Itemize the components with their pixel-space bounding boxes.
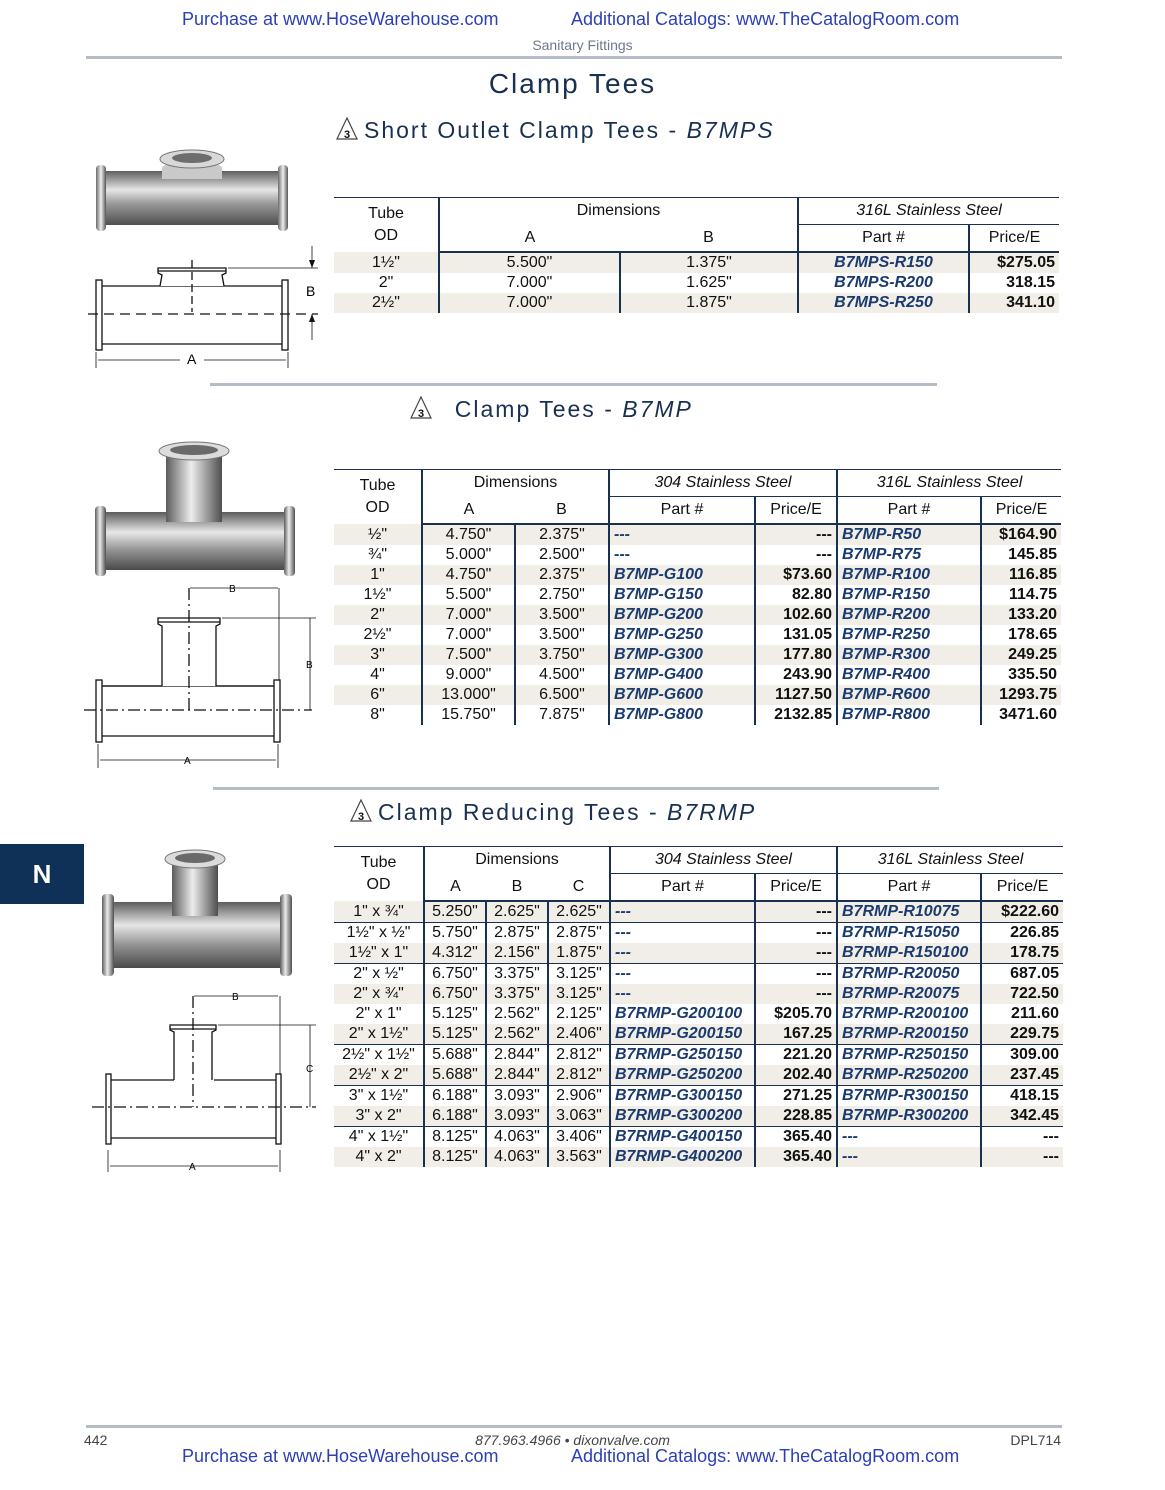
- cell-part-316: B7RMP-R20050: [837, 964, 981, 985]
- cell-dim-c: 3.563": [548, 1147, 610, 1167]
- col-part-316: Part #: [837, 874, 981, 902]
- cell-price-304: 365.40: [755, 1127, 837, 1148]
- table-row: [334, 1147, 1063, 1167]
- header-links: [0, 9, 1165, 33]
- cell-dim-b: 2.500": [515, 545, 609, 565]
- cell-dim-c: 1.875": [548, 943, 610, 964]
- cell-price-316: 133.20: [981, 605, 1061, 625]
- table-row: [334, 901, 1063, 923]
- cell-dim-b: 7.875": [515, 705, 609, 725]
- cell-price-316: 309.00: [981, 1045, 1063, 1066]
- cell-part-316: B7RMP-R300150: [837, 1086, 981, 1107]
- cell-dim-b: 1.625": [620, 273, 798, 293]
- table-row: [334, 1024, 1063, 1045]
- table-row: [334, 964, 1063, 985]
- cell-part-304: ---: [610, 964, 755, 985]
- cell-price-304: 131.05: [755, 625, 837, 645]
- cell-dim-a: 5.000": [422, 545, 515, 565]
- cell-dim-a: 7.000": [422, 605, 515, 625]
- col-a: A: [422, 497, 515, 525]
- col-tube-od: Tube OD: [334, 847, 424, 902]
- col-price-316: Price/E: [981, 874, 1063, 902]
- table-row: [334, 605, 1061, 625]
- cell-price-316: 687.05: [981, 964, 1063, 985]
- col-b: B: [486, 874, 548, 902]
- section-divider: [210, 383, 937, 386]
- cell-tube-od: 8": [370, 706, 385, 723]
- cell-price-316: $222.60: [981, 901, 1063, 923]
- table-row: [334, 645, 1061, 665]
- cell-price-316: 335.50: [981, 665, 1061, 685]
- table-row: [334, 705, 1061, 725]
- cell-price-304: $73.60: [755, 565, 837, 585]
- dimension-diagram-b7rmp: [92, 990, 322, 1175]
- cell-part-304: ---: [610, 984, 755, 1004]
- cell-part-316: B7RMP-R15050: [837, 923, 981, 944]
- product-photo-clamp-tee: [92, 440, 297, 580]
- cell-dim-b: 3.750": [515, 645, 609, 665]
- cell-dim-a: 4.750": [422, 524, 515, 545]
- cell-dim-a: 5.125": [424, 1024, 486, 1045]
- col-dimensions: Dimensions: [439, 198, 798, 225]
- cell-dim-a: 7.000": [422, 625, 515, 645]
- svg-text:3: 3: [358, 811, 367, 823]
- cell-part-316: B7MP-R250: [837, 625, 981, 645]
- cell-price-316: 3471.60: [981, 705, 1061, 725]
- cell-price-316: 237.45: [981, 1065, 1063, 1086]
- cell-dim-c: 2.625": [548, 901, 610, 923]
- catalog-link[interactable]: Additional Catalogs: www.TheCatalogRoom.com: [571, 1446, 960, 1466]
- diagram-label-b-vertical: B: [306, 660, 313, 671]
- cell-dim-a: 13.000": [422, 685, 515, 705]
- cell-price-316: 226.85: [981, 923, 1063, 944]
- catalog-link[interactable]: Additional Catalogs: www.TheCatalogRoom.com: [571, 9, 960, 29]
- cell-dim-c: 3.125": [548, 984, 610, 1004]
- col-c: C: [548, 874, 610, 902]
- cell-part-316: B7MP-R300: [837, 645, 981, 665]
- footer-rule: [86, 1425, 1062, 1428]
- cell-price-304: 202.40: [755, 1065, 837, 1086]
- cell-tube-od: 2½": [363, 626, 392, 643]
- cell-price-304: 82.80: [755, 585, 837, 605]
- header-rule: [86, 56, 1062, 59]
- cell-dim-a: 5.250": [424, 901, 486, 923]
- cell-price-304: ---: [755, 964, 837, 985]
- cell-part-304: B7RMP-G200150: [610, 1024, 755, 1045]
- col-tube-od: Tube OD: [334, 470, 422, 525]
- section-code: B7MP: [622, 396, 693, 422]
- cell-dim-b: 3.375": [486, 964, 548, 985]
- cell-part-number: B7MPS-R200: [798, 273, 969, 293]
- cell-part-316: B7RMP-R200150: [837, 1024, 981, 1045]
- cell-part-304: B7MP-G150: [609, 585, 755, 605]
- cell-part-number: B7MPS-R250: [798, 293, 969, 313]
- col-dimensions: Dimensions: [422, 470, 609, 497]
- cell-part-316: B7MP-R100: [837, 565, 981, 585]
- page-title: Clamp Tees: [488, 68, 657, 99]
- cell-price-304: ---: [755, 984, 837, 1004]
- cell-dim-c: 2.906": [548, 1086, 610, 1107]
- table-row: [334, 565, 1061, 585]
- cell-price-316: $164.90: [981, 524, 1061, 545]
- section-tab[interactable]: N: [0, 844, 84, 904]
- cell-tube-od: 1½" x ½": [334, 923, 424, 944]
- cell-dim-b: 4.063": [486, 1147, 548, 1167]
- cell-dim-c: 3.125": [548, 964, 610, 985]
- cell-tube-od: 1": [334, 565, 422, 585]
- cell-dim-b: 2.562": [486, 1004, 548, 1024]
- cell-part-316: B7MP-R75: [837, 545, 981, 565]
- cell-part-316: B7MP-R50: [837, 524, 981, 545]
- cell-part-304: B7MP-G400: [609, 665, 755, 685]
- section-code: B7MPS: [686, 117, 775, 143]
- cell-tube-od: 1" x ¾": [334, 901, 424, 923]
- col-price-316: Price/E: [981, 497, 1061, 525]
- cell-tube-od: 2½": [334, 293, 439, 313]
- cell-dim-a: 6.188": [424, 1106, 486, 1127]
- cell-dim-b: 3.375": [486, 984, 548, 1004]
- table-row: [334, 252, 1059, 273]
- col-part-316: Part #: [837, 497, 981, 525]
- purchase-link[interactable]: Purchase at www.HoseWarehouse.com: [182, 1446, 499, 1466]
- dimension-diagram-b7mps: [88, 240, 328, 370]
- table-b7mps: [334, 197, 1059, 313]
- cell-part-304: B7RMP-G300200: [610, 1106, 755, 1127]
- table-row: [334, 1004, 1063, 1024]
- cell-tube-od: 3": [334, 645, 422, 665]
- col-part-304: Part #: [610, 874, 755, 902]
- section-title-b7mp: [410, 396, 693, 423]
- cell-dim-b: 2.844": [486, 1065, 548, 1086]
- cell-part-316: B7RMP-R200100: [837, 1004, 981, 1024]
- svg-text:3: 3: [344, 129, 353, 141]
- diagram-label-a: A: [184, 756, 191, 767]
- cell-dim-c: 2.125": [548, 1004, 610, 1024]
- cell-price-304: ---: [755, 901, 837, 923]
- section-title-b7rmp: [350, 799, 756, 826]
- cell-part-304: B7RMP-G400200: [610, 1147, 755, 1167]
- cell-dim-b: 6.500": [515, 685, 609, 705]
- col-price: Price/E: [969, 225, 1059, 253]
- table-row: [334, 293, 1059, 313]
- cell-tube-od: 1½": [363, 586, 392, 603]
- table-row: [334, 524, 1061, 545]
- cell-price-304: 271.25: [755, 1086, 837, 1107]
- cell-dim-a: 7.000": [439, 273, 620, 293]
- cell-dim-b: 4.063": [486, 1127, 548, 1148]
- cell-price-316: 116.85: [981, 565, 1061, 585]
- col-price-304: Price/E: [755, 874, 837, 902]
- cell-part-316: ---: [837, 1147, 981, 1167]
- cell-price-316: 229.75: [981, 1024, 1063, 1045]
- cell-price-304: 167.25: [755, 1024, 837, 1045]
- cell-dim-b: 2.156": [486, 943, 548, 964]
- cell-part-304: B7MP-G800: [609, 705, 755, 725]
- cell-part-304: B7RMP-G250150: [610, 1045, 755, 1066]
- cell-dim-a: 15.750": [422, 705, 515, 725]
- cell-tube-od: 4": [370, 666, 385, 683]
- cell-dim-c: 2.812": [548, 1065, 610, 1086]
- cell-price-316: 145.85: [981, 545, 1061, 565]
- cell-tube-od: ¾": [367, 546, 388, 563]
- col-material-316: 316L Stainless Steel: [837, 847, 1063, 874]
- cell-price: $275.05: [969, 252, 1059, 273]
- cell-tube-od: 6": [334, 685, 422, 705]
- cell-tube-od: 2" x 1½": [334, 1024, 424, 1045]
- cell-price-316: ---: [981, 1147, 1063, 1167]
- cell-part-316: B7RMP-R300200: [837, 1106, 981, 1127]
- cell-part-304: B7MP-G200: [609, 605, 755, 625]
- table-row: [334, 1127, 1063, 1148]
- col-material-316: 316L Stainless Steel: [837, 470, 1061, 497]
- col-b: B: [620, 225, 798, 253]
- cell-price-304: ---: [755, 943, 837, 964]
- cell-part-316: B7RMP-R20075: [837, 984, 981, 1004]
- cell-dim-a: 6.188": [424, 1086, 486, 1107]
- cell-tube-od: 1½" x 1": [334, 943, 424, 964]
- cell-dim-b: 1.875": [620, 293, 798, 313]
- cell-price-304: ---: [755, 923, 837, 944]
- cell-part-316: B7RMP-R150100: [837, 943, 981, 964]
- cell-dim-b: 3.093": [486, 1086, 548, 1107]
- cell-dim-a: 7.000": [439, 293, 620, 313]
- cell-dim-c: 2.812": [548, 1045, 610, 1066]
- cell-tube-od: 4" x 2": [334, 1147, 424, 1167]
- cell-dim-c: 2.875": [548, 923, 610, 944]
- section-title-text: Short Outlet Clamp Tees -: [364, 117, 687, 143]
- section-title-b7mps: [336, 117, 775, 144]
- cell-dim-a: 5.750": [424, 923, 486, 944]
- cell-part-316: B7RMP-R250200: [837, 1065, 981, 1086]
- diagram-label-a: A: [189, 1162, 196, 1173]
- cell-part-304: B7RMP-G200100: [610, 1004, 755, 1024]
- cell-price-316: 249.25: [981, 645, 1061, 665]
- cell-dim-b: 2.375": [515, 524, 609, 545]
- cell-tube-od: 2": [378, 274, 394, 291]
- cell-price-304: $205.70: [755, 1004, 837, 1024]
- cell-price-304: 228.85: [755, 1106, 837, 1127]
- table-row: [334, 1106, 1063, 1127]
- page-number: 442: [84, 1432, 108, 1448]
- cell-part-304: ---: [610, 943, 755, 964]
- cell-tube-od: 3" x 1½": [334, 1086, 424, 1107]
- col-material-316: 316L Stainless Steel: [798, 198, 1059, 225]
- cell-part-304: B7MP-G250: [609, 625, 755, 645]
- table-row: [334, 665, 1061, 685]
- catalog-code: DPL714: [1010, 1432, 1061, 1448]
- cell-dim-a: 9.000": [422, 665, 515, 685]
- col-part-304: Part #: [609, 497, 755, 525]
- col-a: A: [439, 225, 620, 253]
- cell-dim-c: 3.406": [548, 1127, 610, 1148]
- cell-dim-b: 3.500": [515, 625, 609, 645]
- cell-price-316: 178.75: [981, 943, 1063, 964]
- cell-dim-b: 2.844": [486, 1045, 548, 1066]
- cell-part-304: ---: [610, 923, 755, 944]
- 3a-sanitary-icon: [350, 799, 372, 823]
- cell-price: 318.15: [969, 273, 1059, 293]
- cell-dim-a: 4.312": [424, 943, 486, 964]
- section-label: Sanitary Fittings: [532, 37, 633, 53]
- table-row: [334, 585, 1061, 605]
- cell-tube-od: 2" x ¾": [334, 984, 424, 1004]
- cell-part-316: B7MP-R600: [837, 685, 981, 705]
- table-row: [334, 625, 1061, 645]
- cell-dim-a: 4.750": [422, 565, 515, 585]
- cell-price: 341.10: [969, 293, 1059, 313]
- table-row: [334, 685, 1061, 705]
- cell-price-304: 365.40: [755, 1147, 837, 1167]
- cell-part-304: ---: [609, 545, 755, 565]
- cell-price-304: ---: [755, 545, 837, 565]
- col-a: A: [424, 874, 486, 902]
- cell-dim-a: 5.125": [424, 1004, 486, 1024]
- section-divider: [213, 787, 939, 790]
- col-part: Part #: [798, 225, 969, 253]
- cell-price-316: 418.15: [981, 1086, 1063, 1107]
- diagram-label-c: C: [306, 1064, 314, 1075]
- diagram-label-b: B: [306, 283, 316, 299]
- col-price-304: Price/E: [755, 497, 837, 525]
- cell-dim-b: 4.500": [515, 665, 609, 685]
- cell-price-304: 102.60: [755, 605, 837, 625]
- section-title-text: Clamp Reducing Tees -: [378, 799, 668, 825]
- cell-tube-od: 1½": [334, 252, 439, 273]
- cell-price-304: 2132.85: [755, 705, 837, 725]
- cell-tube-od: 2" x ½": [334, 964, 424, 985]
- cell-part-316: ---: [837, 1127, 981, 1148]
- cell-dim-a: 5.500": [422, 585, 515, 605]
- cell-price-316: ---: [981, 1127, 1063, 1148]
- cell-dim-a: 8.125": [424, 1147, 486, 1167]
- cell-tube-od: ½": [334, 524, 422, 545]
- cell-part-number: B7MPS-R150: [798, 252, 969, 273]
- col-material-304: 304 Stainless Steel: [609, 470, 837, 497]
- cell-dim-b: 2.625": [486, 901, 548, 923]
- cell-dim-b: 2.562": [486, 1024, 548, 1045]
- table-row: [334, 1086, 1063, 1107]
- cell-price-304: 177.80: [755, 645, 837, 665]
- diagram-label-a: A: [187, 351, 197, 367]
- cell-dim-a: 5.688": [424, 1045, 486, 1066]
- 3a-sanitary-icon: [410, 396, 432, 420]
- col-dimensions: Dimensions: [424, 847, 610, 874]
- cell-tube-od: 2½" x 1½": [334, 1045, 424, 1066]
- table-row: [334, 984, 1063, 1004]
- diagram-label-b: B: [229, 584, 236, 595]
- cell-price-316: 178.65: [981, 625, 1061, 645]
- cell-price-304: 243.90: [755, 665, 837, 685]
- table-b7rmp: [334, 846, 1063, 1167]
- table-b7mp: [334, 469, 1061, 725]
- dimension-diagram-b7mp: [84, 582, 320, 768]
- svg-text:3: 3: [418, 408, 427, 420]
- cell-price-304: 1127.50: [755, 685, 837, 705]
- cell-dim-a: 6.750": [424, 964, 486, 985]
- purchase-link[interactable]: Purchase at www.HoseWarehouse.com: [182, 9, 499, 29]
- cell-price-316: 114.75: [981, 585, 1061, 605]
- cell-tube-od: 2": [334, 605, 422, 625]
- cell-dim-b: 3.093": [486, 1106, 548, 1127]
- col-b: B: [515, 497, 609, 525]
- cell-tube-od: 2½" x 2": [334, 1065, 424, 1086]
- cell-dim-a: 7.500": [422, 645, 515, 665]
- cell-part-304: B7RMP-G250200: [610, 1065, 755, 1086]
- cell-part-316: B7MP-R800: [837, 705, 981, 725]
- cell-dim-b: 1.375": [620, 252, 798, 273]
- cell-part-304: ---: [609, 524, 755, 545]
- cell-part-304: ---: [610, 901, 755, 923]
- cell-dim-a: 6.750": [424, 984, 486, 1004]
- cell-dim-a: 8.125": [424, 1127, 486, 1148]
- cell-part-316: B7MP-R400: [837, 665, 981, 685]
- cell-part-304: B7MP-G300: [609, 645, 755, 665]
- cell-part-316: B7RMP-R10075: [837, 901, 981, 923]
- diagram-label-b: B: [232, 992, 239, 1003]
- cell-dim-c: 2.406": [548, 1024, 610, 1045]
- cell-part-304: B7RMP-G300150: [610, 1086, 755, 1107]
- section-title-text: Clamp Tees -: [454, 396, 623, 422]
- product-photo-short-outlet-tee: [92, 145, 292, 235]
- cell-part-304: B7RMP-G400150: [610, 1127, 755, 1148]
- cell-part-304: B7MP-G600: [609, 685, 755, 705]
- cell-dim-b: 3.500": [515, 605, 609, 625]
- cell-dim-a: 5.500": [439, 252, 620, 273]
- table-row: [334, 1045, 1063, 1066]
- cell-dim-b: 2.375": [515, 565, 609, 585]
- cell-dim-c: 3.063": [548, 1106, 610, 1127]
- cell-tube-od: 4" x 1½": [334, 1127, 424, 1148]
- cell-dim-b: 2.750": [515, 585, 609, 605]
- cell-dim-b: 2.875": [486, 923, 548, 944]
- cell-price-304: 221.20: [755, 1045, 837, 1066]
- cell-price-304: ---: [755, 524, 837, 545]
- col-tube-od: Tube OD: [334, 198, 439, 253]
- cell-part-316: B7RMP-R250150: [837, 1045, 981, 1066]
- cell-tube-od: 3" x 2": [334, 1106, 424, 1127]
- cell-price-316: 211.60: [981, 1004, 1063, 1024]
- table-row: [334, 943, 1063, 964]
- cell-part-316: B7MP-R150: [837, 585, 981, 605]
- product-photo-reducing-tee: [100, 846, 295, 986]
- cell-tube-od: 2" x 1": [355, 1005, 402, 1022]
- cell-price-316: 342.45: [981, 1106, 1063, 1127]
- section-code: B7RMP: [667, 799, 757, 825]
- cell-part-304: B7MP-G100: [609, 565, 755, 585]
- col-material-304: 304 Stainless Steel: [610, 847, 837, 874]
- cell-dim-a: 5.688": [424, 1065, 486, 1086]
- 3a-sanitary-icon: [336, 117, 358, 141]
- cell-part-316: B7MP-R200: [837, 605, 981, 625]
- table-row: [334, 545, 1061, 565]
- cell-price-316: 722.50: [981, 984, 1063, 1004]
- footer-links: [0, 1446, 1165, 1470]
- table-row: [334, 923, 1063, 944]
- table-row: [334, 1065, 1063, 1086]
- table-row: [334, 273, 1059, 293]
- cell-price-316: 1293.75: [981, 685, 1061, 705]
- footer-contact: 877.963.4966 • dixonvalve.com: [475, 1432, 670, 1448]
